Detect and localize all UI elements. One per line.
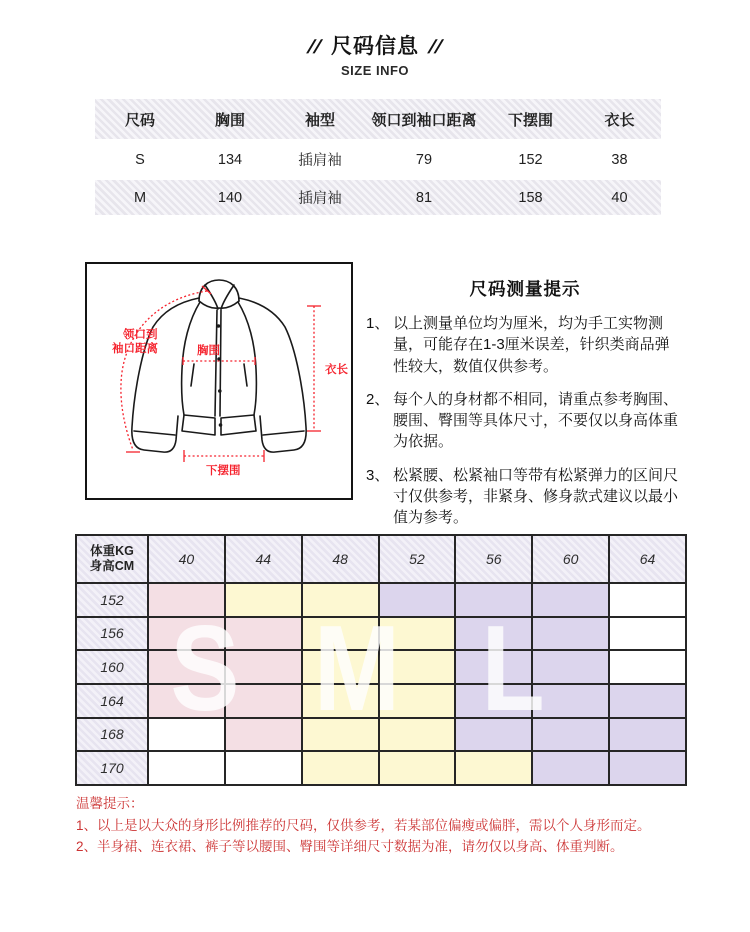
size-letter-s: S bbox=[170, 599, 240, 736]
size-table bbox=[95, 96, 661, 218]
matrix-cell bbox=[225, 617, 302, 651]
warm-tips-section bbox=[76, 793, 688, 858]
matrix-row bbox=[76, 650, 686, 684]
matrix-height-header: 164 bbox=[76, 684, 148, 718]
matrix-cell bbox=[532, 684, 609, 718]
size-table-header-row bbox=[95, 99, 661, 139]
matrix-cell bbox=[609, 617, 686, 651]
matrix-cell bbox=[455, 617, 532, 651]
warm-tip-line: 1、以上是以大众的身形比例推荐的尺码，仅供参考，若某部位偏瘦或偏胖，需以个人身形而定。 bbox=[76, 817, 651, 833]
matrix-cell bbox=[302, 684, 379, 718]
tip-text: 以上测量单位均为厘米，均为手工实物测量，可能存在1-3厘米误差，针织类商品弹性较大，数值仅供参考。 bbox=[393, 315, 670, 375]
tip-number: 1、 bbox=[366, 315, 390, 332]
matrix-cell bbox=[148, 718, 225, 752]
warm-tips-title: 温馨提示： bbox=[76, 796, 144, 811]
matrix-cell bbox=[379, 583, 456, 617]
size-table-cell: 插肩袖 bbox=[298, 191, 342, 207]
measure-tip-item bbox=[366, 465, 684, 529]
matrix-cell bbox=[532, 583, 609, 617]
page-title-text bbox=[0, 30, 750, 60]
tip-number: 2、 bbox=[366, 390, 390, 408]
measure-tips-title: 尺码测量提示 bbox=[469, 279, 581, 299]
matrix-height-header: 160 bbox=[76, 650, 148, 684]
size-table-column-header: 胸围 bbox=[214, 111, 245, 129]
size-table-column-header: 尺码 bbox=[124, 111, 155, 129]
matrix-cell bbox=[379, 718, 456, 752]
measure-tips-list bbox=[366, 313, 684, 529]
jacket-illustration bbox=[87, 264, 351, 498]
matrix-cell bbox=[455, 684, 532, 718]
warm-tip-line: 2、半身裙、连衣裙、裤子等以腰围、臀围等详细尺寸数据为准，请勿仅以身高、体重判断。 bbox=[76, 839, 624, 855]
matrix-height-header: 156 bbox=[76, 617, 148, 651]
matrix-weight-header: 40 bbox=[148, 535, 225, 583]
matrix-cell bbox=[302, 617, 379, 651]
matrix-cell bbox=[379, 751, 456, 785]
size-letter-l: L bbox=[480, 599, 545, 736]
neck-to-cuff-label-line2: 袖口距离 bbox=[112, 343, 158, 355]
matrix-cell bbox=[532, 718, 609, 752]
matrix-cell bbox=[225, 650, 302, 684]
matrix-cell bbox=[302, 583, 379, 617]
matrix-cell bbox=[455, 650, 532, 684]
matrix-cell bbox=[455, 718, 532, 752]
matrix-cell bbox=[302, 751, 379, 785]
size-table-column-header: 下摆围 bbox=[507, 111, 553, 129]
matrix-cell bbox=[148, 684, 225, 718]
tip-text: 松紧腰、松紧袖口等带有松紧弹力的区间尺寸仅供参考，非紧身、修身款式建议以最小值为参考。 bbox=[393, 466, 679, 527]
size-table-cell: 38 bbox=[611, 151, 628, 168]
title-decor-left: // bbox=[306, 37, 324, 58]
matrix-cell bbox=[532, 617, 609, 651]
matrix-cell bbox=[609, 684, 686, 718]
size-table-column-header: 领口到袖口距离 bbox=[371, 111, 477, 129]
matrix-cell bbox=[455, 751, 532, 785]
matrix-height-header: 168 bbox=[76, 718, 148, 752]
fit-matrix-section bbox=[75, 534, 687, 786]
matrix-height-header: 170 bbox=[76, 751, 148, 785]
matrix-cell bbox=[379, 684, 456, 718]
size-letter-m: M bbox=[313, 599, 400, 736]
warm-tips-lines bbox=[76, 815, 688, 858]
size-table-cell: 158 bbox=[518, 189, 543, 206]
matrix-cell bbox=[148, 583, 225, 617]
measure-tip-item bbox=[366, 389, 684, 453]
matrix-cell bbox=[609, 650, 686, 684]
matrix-row bbox=[76, 684, 686, 718]
matrix-cell bbox=[532, 650, 609, 684]
size-table-cell: 140 bbox=[217, 189, 243, 206]
jacket-outline bbox=[132, 280, 306, 452]
size-table-column-header: 衣长 bbox=[604, 111, 635, 129]
tip-text: 每个人的身材都不相同，请重点参考胸围、腰围、臀围等具体尺寸，不要仅以身高体重为依据。 bbox=[393, 390, 679, 451]
matrix-cell bbox=[148, 751, 225, 785]
size-table-header bbox=[95, 99, 661, 139]
matrix-row bbox=[76, 718, 686, 752]
size-table-cell: 插肩袖 bbox=[298, 153, 342, 169]
matrix-row bbox=[76, 583, 686, 617]
fit-matrix-header-row bbox=[76, 535, 686, 583]
matrix-cell bbox=[302, 718, 379, 752]
size-table-row bbox=[95, 180, 661, 215]
matrix-row bbox=[76, 617, 686, 651]
measure-labels bbox=[112, 327, 348, 477]
tip-number: 3、 bbox=[366, 466, 390, 484]
fit-matrix-header bbox=[76, 535, 686, 583]
title-label: 尺码信息 bbox=[331, 35, 419, 58]
matrix-cell bbox=[379, 617, 456, 651]
matrix-weight-header: 60 bbox=[532, 535, 609, 583]
matrix-cell bbox=[225, 718, 302, 752]
size-table-row bbox=[95, 142, 661, 177]
matrix-cell bbox=[225, 684, 302, 718]
page-title bbox=[0, 30, 750, 78]
jacket-measure-diagram bbox=[85, 262, 353, 500]
matrix-weight-header: 52 bbox=[379, 535, 456, 583]
fit-matrix-body bbox=[76, 583, 686, 785]
matrix-cell bbox=[455, 583, 532, 617]
matrix-cell bbox=[609, 718, 686, 752]
matrix-cell bbox=[225, 583, 302, 617]
hem-label: 下摆围 bbox=[206, 465, 241, 477]
matrix-weight-header: 64 bbox=[609, 535, 686, 583]
matrix-height-header: 152 bbox=[76, 583, 148, 617]
size-table-column-header: 袖型 bbox=[304, 111, 335, 129]
chest-label: 胸围 bbox=[197, 345, 220, 357]
size-table-cell: 40 bbox=[611, 189, 628, 206]
size-table-cell: 152 bbox=[518, 151, 543, 168]
matrix-cell bbox=[148, 650, 225, 684]
matrix-row bbox=[76, 751, 686, 785]
matrix-cell bbox=[379, 650, 456, 684]
matrix-weight-header: 48 bbox=[302, 535, 379, 583]
size-table-cell: 79 bbox=[415, 151, 433, 168]
title-decor-right: // bbox=[426, 37, 444, 58]
length-label: 衣长 bbox=[325, 364, 348, 376]
matrix-cell bbox=[148, 617, 225, 651]
matrix-cell bbox=[609, 751, 686, 785]
matrix-corner-cell: 体重KG 身高CM bbox=[76, 535, 148, 583]
neck-to-cuff-label-line1: 领口到 bbox=[123, 329, 158, 341]
measure-tips-section bbox=[366, 276, 684, 529]
matrix-cell bbox=[225, 751, 302, 785]
matrix-cell bbox=[302, 650, 379, 684]
matrix-weight-header: 56 bbox=[455, 535, 532, 583]
size-table-cell: S bbox=[135, 151, 145, 168]
matrix-cell bbox=[609, 583, 686, 617]
size-table-cell: 81 bbox=[415, 189, 433, 206]
matrix-cell bbox=[532, 751, 609, 785]
size-table-cell: M bbox=[133, 189, 147, 206]
measure-tip-item bbox=[366, 313, 684, 377]
size-table-body bbox=[95, 142, 661, 215]
size-table-cell: 134 bbox=[217, 151, 243, 168]
fit-matrix-table bbox=[75, 534, 687, 786]
matrix-weight-header: 44 bbox=[225, 535, 302, 583]
page-subtitle: SIZE INFO bbox=[340, 63, 410, 78]
